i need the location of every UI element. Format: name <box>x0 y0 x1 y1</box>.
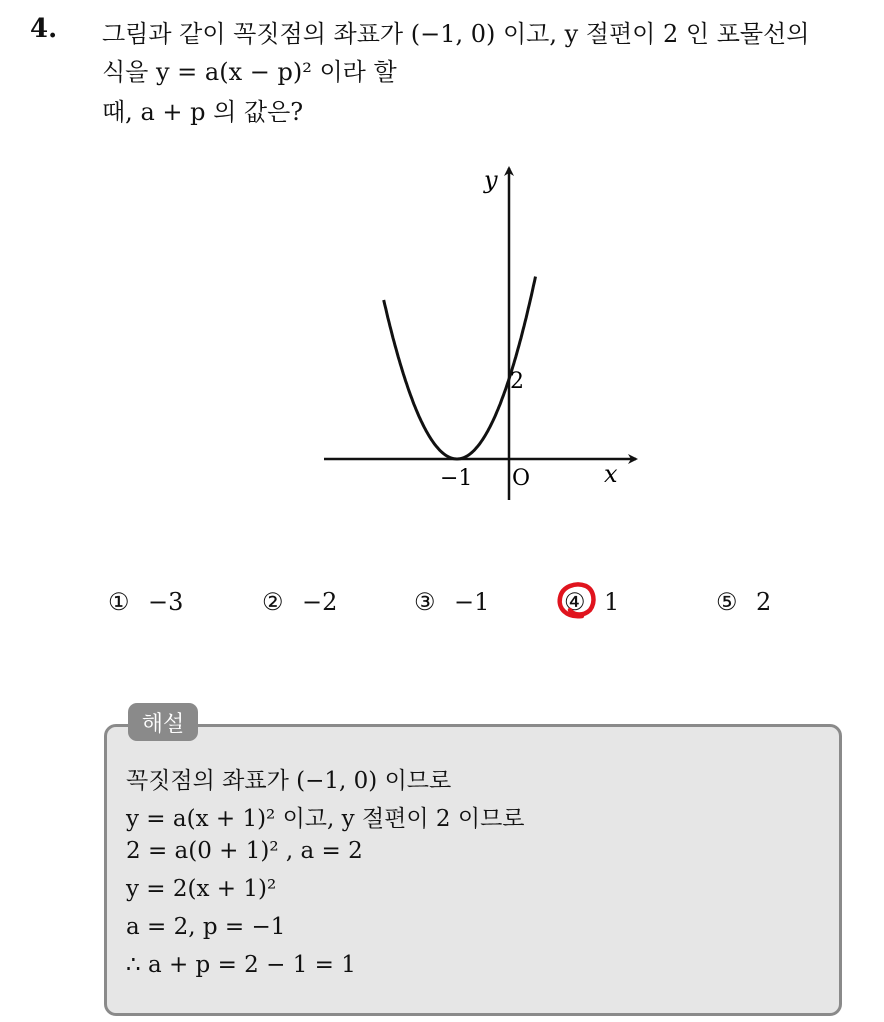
solution-line-6: ∴ a + p = 2 − 1 = 1 <box>126 952 356 978</box>
solution-line-4: y = 2(x + 1)² <box>126 876 277 902</box>
choice-5[interactable] <box>716 588 771 616</box>
question-text-line-2: 식을 y = a(x − p)² 이라 할 <box>102 58 397 86</box>
choice-2[interactable] <box>262 588 337 616</box>
solution-title: 해설 <box>128 703 198 741</box>
origin-label: O <box>512 466 531 491</box>
parabola-figure <box>318 160 648 510</box>
x-axis-label: x <box>604 460 618 488</box>
parabola-curve <box>384 277 536 459</box>
choice-3-number: ③ <box>414 588 436 616</box>
solution-line-3: 2 = a(0 + 1)² , a = 2 <box>126 838 363 864</box>
choice-5-value: 2 <box>756 588 772 616</box>
question-text-line-1: 그림과 같이 꼭짓점의 좌표가 (−1, 0) 이고, y 절편이 2 인 포물선의 <box>102 20 810 48</box>
choice-1-number: ① <box>108 588 130 616</box>
choice-2-number: ② <box>262 588 284 616</box>
choice-4-number: ④ <box>564 588 586 616</box>
choice-3[interactable] <box>414 588 489 616</box>
answer-circle-mark-icon <box>552 576 600 624</box>
vertex-label: −1 <box>440 466 473 491</box>
choice-5-number: ⑤ <box>716 588 738 616</box>
choice-1[interactable] <box>108 588 183 616</box>
y-intercept-label: 2 <box>510 369 524 394</box>
choice-4-value: 1 <box>604 588 620 616</box>
question-text-line-3: 때, a + p 의 값은? <box>102 98 304 126</box>
choice-1-value: −3 <box>148 588 184 616</box>
question-number: 4. <box>30 14 58 44</box>
solution-line-5: a = 2, p = −1 <box>126 914 286 940</box>
solution-line-1: 꼭짓점의 좌표가 (−1, 0) 이므로 <box>126 768 452 794</box>
solution-line-2: y = a(x + 1)² 이고, y 절편이 2 이므로 <box>126 806 525 832</box>
choice-3-value: −1 <box>454 588 490 616</box>
choice-2-value: −2 <box>302 588 338 616</box>
y-axis-label: y <box>484 166 498 194</box>
